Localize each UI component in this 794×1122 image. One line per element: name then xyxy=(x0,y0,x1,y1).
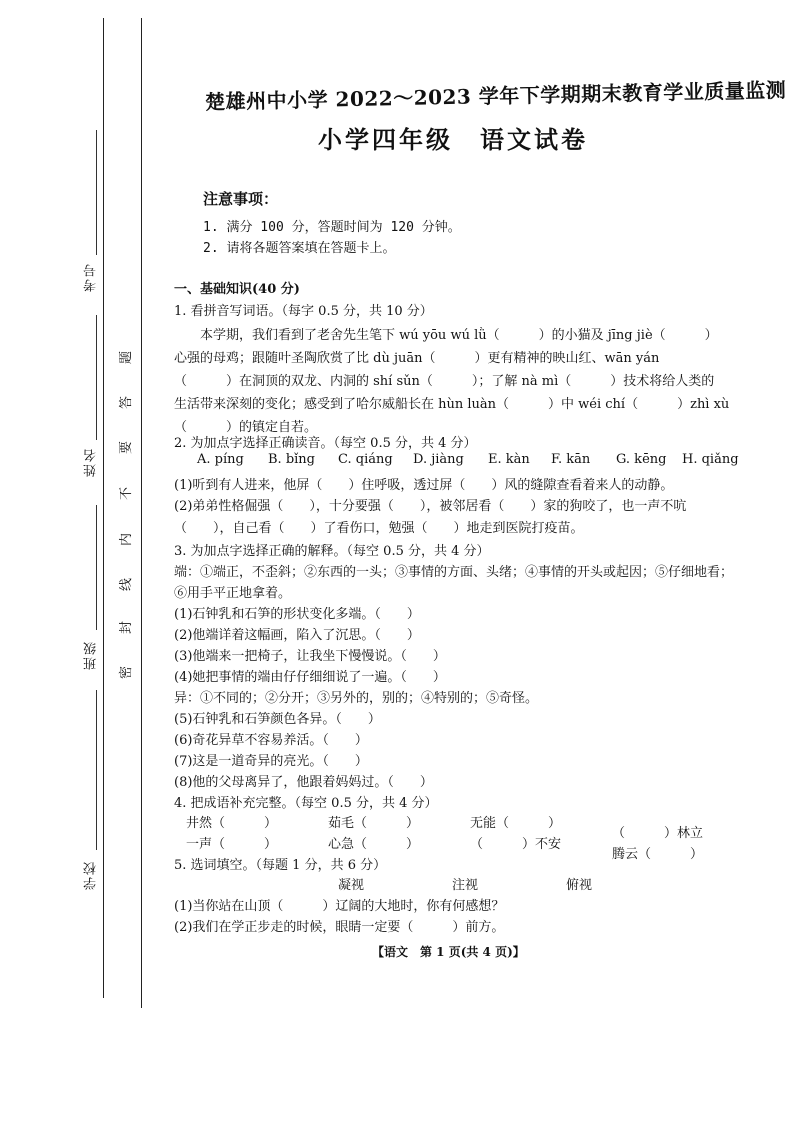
question-line: ⑥用手平正地拿着。 xyxy=(174,586,292,601)
question-line: (1)当你站在山顶（ ）辽阔的大地时，你有何感想？ xyxy=(174,899,505,914)
pinyin-option: D. jiàng xyxy=(413,452,464,467)
pinyin-option: A. píng xyxy=(197,452,244,467)
question-line: (2)弟弟性格倔强（ ），十分要强（ ），被邻居看（ ）家的狗咬了，也一声不吭 xyxy=(174,499,687,514)
binding-line-left xyxy=(103,18,104,998)
pinyin-option: E. kàn xyxy=(488,452,530,467)
question-line: （ ）在洞顶的双龙、内洞的 shí sǔn（ ）；了解 nà mì（ ）技术将给人类的 xyxy=(174,374,715,389)
question-line: (3)他端来一把椅子，让我坐下慢慢说。（ ） xyxy=(174,649,446,664)
seal-char: 密 xyxy=(119,665,135,680)
question-line: (5)石钟乳和石笋颜色各异。（ ） xyxy=(174,712,381,727)
pinyin-option: C. qiáng xyxy=(338,452,393,467)
page-footer: 【语文 第 1 页(共 4 页)】 xyxy=(372,945,525,959)
question-line: 本学期，我们看到了老舍先生笔下 wú yōu wú lǜ（ ）的小猫及 jīng jiè（ ） xyxy=(174,328,718,343)
exam-no-label: 考号 xyxy=(84,262,99,292)
question-line: (7)这是一道奇异的亮光。（ ） xyxy=(174,754,368,769)
exam-header-title: 楚雄州中小学 2022～2023 学年下学期期末教育学业质量监测 xyxy=(204,77,787,115)
question-line: 生活带来深刻的变化；感受到了哈尔威船长在 hùn luàn（ ）中 wéi chí（ ）zhì xù xyxy=(174,397,730,412)
exam-subject-title: 小学四年级 语文试卷 xyxy=(318,125,588,154)
question-line: 心强的母鸡；跟随叶圣陶欣赏了比 dù juān（ ）更有精神的映山红、wān yán xyxy=(174,351,660,366)
class-label: 班级 xyxy=(84,640,99,670)
exam-no-line xyxy=(96,130,97,255)
idiom-blank: （ ）林立 xyxy=(612,826,704,841)
idiom-blank: 井然（ ） xyxy=(186,816,278,831)
question-line: （ ）的镇定自若。 xyxy=(174,420,318,435)
school-label: 学校 xyxy=(84,860,99,890)
binding-line-right xyxy=(141,18,142,1008)
idiom-blank: 无能（ ） xyxy=(470,816,562,831)
question-title: 4. 把成语补充完整。（每空 0.5 分，共 4 分） xyxy=(174,796,438,811)
seal-char: 要 xyxy=(119,440,135,455)
seal-char: 内 xyxy=(119,532,135,547)
question-title: 3. 为加点字选择正确的解释。（每空 0.5 分，共 4 分） xyxy=(174,544,490,559)
word-choice: 俯视 xyxy=(566,878,593,893)
idiom-blank: 一声（ ） xyxy=(186,837,278,852)
pinyin-option: G. kēng xyxy=(616,452,667,467)
question-line: (6)奇花异草不容易养活。（ ） xyxy=(174,733,368,748)
question-title: 5. 选词填空。（每题 1 分，共 6 分） xyxy=(174,858,387,873)
seal-char: 答 xyxy=(119,395,135,410)
idiom-blank: （ ）不安 xyxy=(470,837,562,852)
notice-item: 1. 满分 100 分，答题时间为 120 分钟。 xyxy=(203,220,461,235)
question-line: （ ），自己看（ ）了看伤口，勉强（ ）地走到医院打疫苗。 xyxy=(174,521,584,536)
class-line xyxy=(96,505,97,630)
question-title: 2. 为加点字选择正确读音。（每空 0.5 分，共 4 分） xyxy=(174,436,477,451)
notice-heading: 注意事项： xyxy=(203,190,279,208)
question-line: (1)石钟乳和石笋的形状变化多端。（ ） xyxy=(174,607,420,622)
question-title: 1. 看拼音写词语。（每字 0.5 分，共 10 分） xyxy=(174,304,433,319)
seal-char: 线 xyxy=(119,577,135,592)
question-line: 端：①端正，不歪斜；②东西的一头；③事情的方面、头绪；④事情的开头或起因；⑤仔细地看； xyxy=(174,565,734,580)
school-line xyxy=(96,690,97,850)
idiom-blank: 腾云（ ） xyxy=(612,847,704,862)
seal-char: 封 xyxy=(119,620,135,635)
seal-char: 题 xyxy=(119,350,135,365)
idiom-blank: 茹毛（ ） xyxy=(328,816,420,831)
notice-item: 2. 请将各题答案填在答题卡上。 xyxy=(203,241,396,256)
seal-char: 不 xyxy=(119,486,135,501)
question-line: 异：①不同的；②分开；③另外的，别的；④特别的；⑤奇怪。 xyxy=(174,691,539,706)
question-line: (8)他的父母离异了，他跟着妈妈过。（ ） xyxy=(174,775,433,790)
question-line: (2)他端详着这幅画，陷入了沉思。（ ） xyxy=(174,628,420,643)
name-label: 姓名 xyxy=(84,447,99,477)
question-line: (2)我们在学正步走的时候，眼睛一定要（ ）前方。 xyxy=(174,920,505,935)
word-choice: 注视 xyxy=(452,878,479,893)
question-line: (1)听到有人进来，他屏（ ）住呼吸，透过屏（ ）风的缝隙查看着来人的动静。 xyxy=(174,478,674,493)
pinyin-option: H. qiǎng xyxy=(682,452,739,467)
name-line xyxy=(96,315,97,440)
question-line: (4)她把事情的端由仔仔细细说了一遍。（ ） xyxy=(174,670,446,685)
word-choice: 凝视 xyxy=(338,878,365,893)
section-heading: 一、基础知识(40 分) xyxy=(174,282,300,297)
pinyin-option: F. kān xyxy=(551,452,591,467)
idiom-blank: 心急（ ） xyxy=(328,837,420,852)
pinyin-option: B. bǐng xyxy=(268,452,315,467)
